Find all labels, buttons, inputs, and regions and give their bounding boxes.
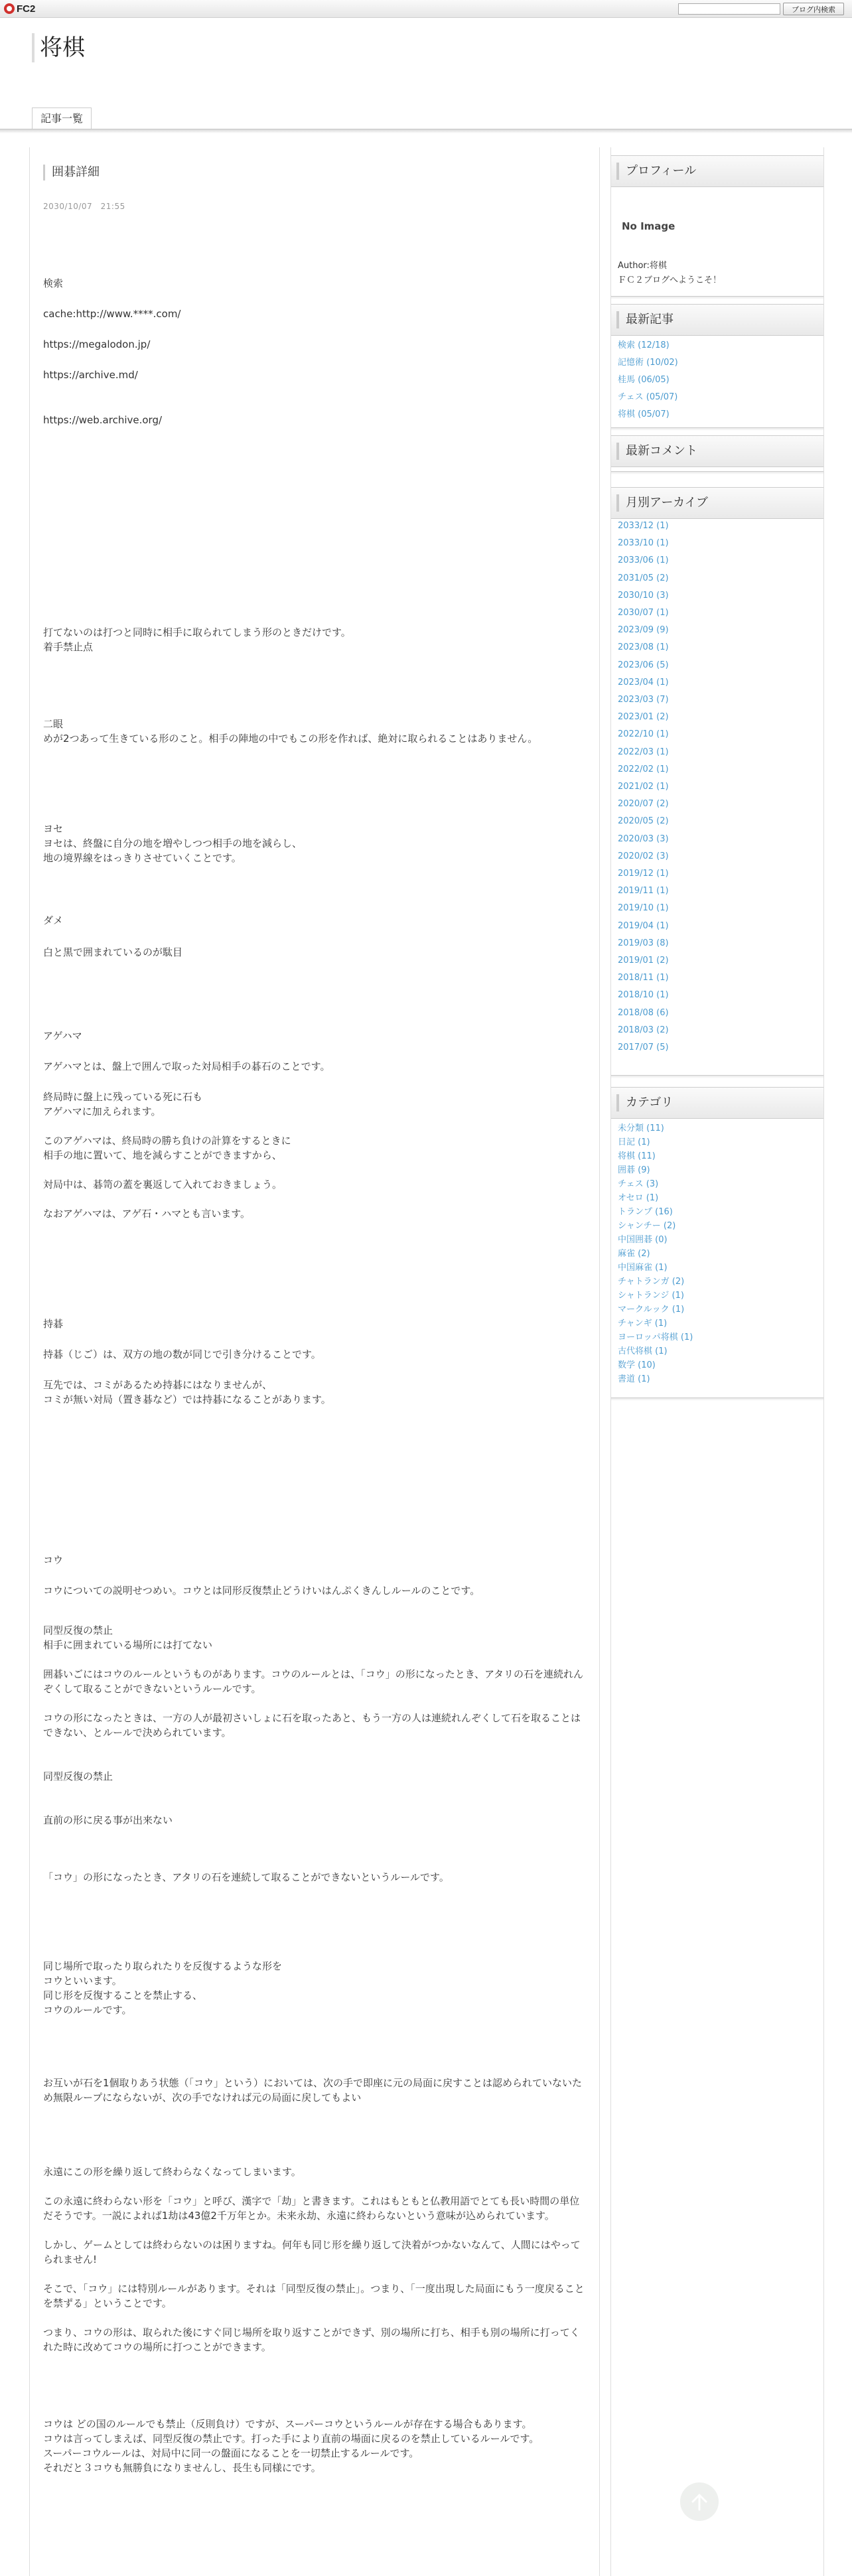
archive-month-link[interactable]: 2023/03 (7)	[618, 695, 669, 705]
entry-line: 直前の形に戻る事が出来ない	[43, 1814, 173, 1826]
archive-month-link[interactable]: 2033/10 (1)	[618, 538, 669, 548]
archive-month-link[interactable]: 2022/02 (1)	[618, 764, 669, 774]
blog-search-input[interactable]	[678, 3, 780, 15]
entry-line: めが2つあって生きている形のこと。相手の陣地の中でもこの形を作れば、絶対に取られることはありません。	[43, 733, 538, 745]
archive-month-link[interactable]: 2030/07 (1)	[618, 608, 669, 618]
category-link[interactable]: 麻雀 (2)	[618, 1249, 650, 1259]
entry-line: 同じ形を反復することを禁止する、	[43, 1989, 203, 2001]
profile-author: Author:将棋	[618, 261, 667, 271]
header-divider	[0, 129, 852, 133]
entry-line: この永遠に終わらない形を「コウ」と呼び、漢字で「劫」と書きます。これはもともと仏教用語でとても長い時間の単位だそうです。一説によれば1劫は43億2千万年とか。未来永劫、永遠に終わらないという意味が込められています。	[43, 2195, 580, 2222]
fc2-toolbar	[0, 0, 852, 18]
entry-line: スーパーコウルールは、対局中に同一の盤面になることを一切禁止するルールです。	[43, 2447, 419, 2459]
category-link[interactable]: 中国麻雀 (1)	[618, 1263, 668, 1273]
entry-title[interactable]: 囲碁詳細	[43, 165, 100, 180]
archive-month-link[interactable]: 2019/10 (1)	[618, 903, 669, 913]
archive-heading-text: 月別アーカイブ	[616, 494, 708, 512]
category-link[interactable]: 将棋 (11)	[618, 1151, 656, 1161]
archive-month-link[interactable]: 2023/04 (1)	[618, 678, 669, 687]
category-link[interactable]: 日記 (1)	[618, 1137, 650, 1147]
entry-line: それだと３コウも無勝負になりませんし、長生も同様にです。	[43, 2462, 321, 2474]
entry-line: アゲハマに加えられます。	[43, 1106, 161, 1117]
category-link[interactable]: チャンギ (1)	[618, 1319, 668, 1328]
entry-line: https://archive.md/	[43, 369, 138, 381]
entry-line: コウ	[43, 1554, 64, 1566]
profile-heading-text: プロフィール	[616, 163, 696, 180]
entry-line: ヨセは、終盤に自分の地を増やしつつ相手の地を減らし、	[43, 837, 303, 849]
archive-month-link[interactable]: 2019/11 (1)	[618, 886, 669, 896]
archive-month-link[interactable]: 2019/01 (2)	[618, 956, 669, 966]
entry-line: アゲハマ	[43, 1030, 82, 1042]
profile-footer	[611, 296, 823, 299]
site-title[interactable]	[32, 33, 85, 62]
category-footer	[611, 1397, 823, 1401]
recent-entries-heading	[611, 304, 823, 336]
category-link[interactable]: 囲碁 (9)	[618, 1165, 650, 1175]
archive-month-link[interactable]: 2033/12 (1)	[618, 521, 669, 531]
entry-line: ダメ	[43, 914, 64, 926]
profile-no-image: No Image	[622, 220, 675, 232]
entry-line: しかし、ゲームとしては終わらないのは困りますね。何年も同じ形を繰り返して決着がつかないなんて、人間にはやってられません!	[43, 2239, 581, 2265]
category-link[interactable]: 未分類 (11)	[618, 1123, 664, 1133]
archive-month-link[interactable]: 2019/03 (8)	[618, 938, 669, 948]
archive-month-link[interactable]: 2023/06 (5)	[618, 660, 669, 670]
entry-line: コウは どの国のルールでも禁止（反則負け）ですが、スーパーコウというルールが存在する場合もあります。	[43, 2418, 532, 2430]
recent-entry-link[interactable]: チェス (05/07)	[618, 392, 678, 402]
blog-search-button[interactable]: ブログ内検索	[783, 3, 844, 15]
archive-month-link[interactable]: 2018/03 (2)	[618, 1025, 669, 1035]
site-title-text[interactable]: 将棋	[40, 35, 85, 61]
entry-line: 対局中は、碁笥の蓋を裏返して入れておきましょう。	[43, 1179, 283, 1190]
recent-entry-link[interactable]: 桂馬 (06/05)	[618, 375, 670, 385]
entry-line: https://web.archive.org/	[43, 414, 163, 426]
archive-month-link[interactable]: 2020/05 (2)	[618, 816, 669, 826]
profile-greeting: ＦＣ２ブログへようこそ！	[618, 275, 722, 285]
page-top-button[interactable]	[680, 2482, 719, 2521]
archive-month-link[interactable]: 2030/10 (3)	[618, 591, 669, 601]
archive-month-link[interactable]: 2019/04 (1)	[618, 921, 669, 931]
recent-entry-link[interactable]: 将棋 (05/07)	[618, 409, 670, 419]
archive-month-link[interactable]: 2020/02 (3)	[618, 851, 669, 861]
category-link[interactable]: チェス (3)	[618, 1179, 659, 1189]
category-link[interactable]: 古代将棋 (1)	[618, 1346, 668, 1356]
archive-heading	[611, 487, 823, 519]
entry-line: コウといいます。	[43, 1975, 122, 1987]
category-link[interactable]: 中国囲碁 (0)	[618, 1235, 668, 1245]
category-link[interactable]: マークルック (1)	[618, 1305, 685, 1315]
category-link[interactable]: 数学 (10)	[618, 1360, 656, 1370]
recent-entries-footer	[611, 427, 823, 431]
entry-line: ヨセ	[43, 823, 64, 835]
fc2-logo-text: FC2	[17, 3, 36, 15]
archive-month-link[interactable]: 2022/10 (1)	[618, 729, 669, 739]
entry-line: 持碁	[43, 1318, 64, 1330]
entry-line: 地の境界線をはっきりさせていくことです。	[43, 852, 242, 864]
arrow-up-icon	[689, 2492, 709, 2512]
archive-month-link[interactable]: 2018/08 (6)	[618, 1008, 669, 1018]
archive-month-link[interactable]: 2020/03 (3)	[618, 834, 669, 844]
archive-month-link[interactable]: 2018/10 (1)	[618, 990, 669, 1000]
archive-month-link[interactable]: 2017/07 (5)	[618, 1042, 669, 1052]
category-link[interactable]: チャトランガ (2)	[618, 1277, 685, 1287]
main-column	[29, 147, 600, 2576]
recent-comments-heading	[611, 435, 823, 467]
entry-line: お互いが石を1個取りあう状態（「コウ」という）においては、次の手で即座に元の局面に戻すことは認められていないため無限ループにならないが、次の手でなければ元の局面に戻してもよい	[43, 2077, 583, 2104]
category-link[interactable]: トランプ (16)	[618, 1207, 673, 1217]
entry-line: 相手に囲まれている場所には打てない	[43, 1639, 213, 1651]
recent-comments-footer	[611, 471, 823, 474]
entry-line: 持碁（じご）は、双方の地の数が同じで引き分けることです。	[43, 1348, 321, 1360]
entry-line: https://megalodon.jp/	[43, 338, 151, 350]
entry-line: 着手禁止点	[43, 641, 94, 653]
category-link[interactable]: 書道 (1)	[618, 1374, 650, 1384]
nav-entry-list[interactable]: 記事一覧	[32, 107, 92, 129]
entry-line: 相手の地に置いて、地を減らすことができますから、	[43, 1149, 282, 1161]
archive-month-link[interactable]: 2022/03 (1)	[618, 747, 669, 757]
entry-line: 同型反復の禁止	[43, 1770, 113, 1782]
archive-footer	[611, 1075, 823, 1078]
sidebar	[610, 147, 824, 2576]
archive-month-link[interactable]: 2031/05 (2)	[618, 573, 669, 583]
archive-month-link[interactable]: 2023/08 (1)	[618, 642, 669, 652]
entry-line: 同じ場所で取ったり取られたりを反復するような形を	[43, 1960, 283, 1972]
category-heading-text: カテゴリ	[616, 1094, 673, 1111]
archive-month-link[interactable]: 2023/09 (9)	[618, 625, 669, 635]
entry-line: 検索	[43, 277, 64, 289]
category-link[interactable]: シャトランジ (1)	[618, 1291, 684, 1301]
entry-line: 同型反復の禁止	[43, 1624, 113, 1636]
archive-month-link[interactable]: 2019/12 (1)	[618, 869, 669, 879]
archive-month-link[interactable]: 2033/06 (1)	[618, 555, 669, 565]
category-heading	[611, 1087, 823, 1119]
entry-line: なおアゲハマは、アゲ石・ハマとも言います。	[43, 1208, 251, 1220]
entry-line: 打てないのは打つと同時に相手に取られてしまう形のときだけです。	[43, 626, 351, 638]
recent-entries-heading-text: 最新記事	[616, 311, 674, 328]
entry-line: コウは言ってしまえば、同型反復の禁止です。打った手により直前の場面に戻るのを禁止しているルールです。	[43, 2433, 539, 2445]
archive-month-link[interactable]: 2023/01 (2)	[618, 712, 669, 722]
recent-entry-link[interactable]: 検索 (12/18)	[618, 340, 670, 350]
entry-line: cache:http://www.****.com/	[43, 308, 181, 320]
archive-month-link[interactable]: 2018/11 (1)	[618, 973, 669, 983]
category-link[interactable]: シャンチー (2)	[618, 1221, 676, 1231]
fc2-logo-icon	[4, 3, 15, 14]
fc2-logo[interactable]	[4, 2, 35, 15]
profile-heading	[611, 155, 823, 187]
entry-line: このアゲハマは、終局時の勝ち負けの計算をするときに	[43, 1135, 291, 1147]
entry-line: つまり、コウの形は、取られた後にすぐ同じ場所を取り返すことができず、別の場所に打ち、相手も別の場所に打ってくれた時に改めてコウの場所に打つことができます。	[43, 2326, 580, 2353]
entry-line: 二眼	[43, 718, 64, 730]
entry-line: 白と黒で囲まれているのが駄目	[43, 946, 183, 958]
entry-line: 囲碁いごにはコウのルールというものがあります。コウのルールとは、「コウ」の形になったとき、アタリの石を連続れんぞくして取ることができないというルールです。	[43, 1668, 584, 1695]
recent-entry-link[interactable]: 記憶術 (10/02)	[618, 358, 678, 368]
archive-month-link[interactable]: 2020/07 (2)	[618, 799, 669, 809]
entry-line: 永遠にこの形を繰り返して終わらなくなってしまいます。	[43, 2166, 301, 2178]
entry-line: コウの形になったときは、一方の人が最初さいしょに石を取ったあと、もう一方の人は連続れんぞくして石を取ることはできない、とルールで決められています。	[43, 1712, 581, 1739]
entry-line: コウのルールです。	[43, 2004, 132, 2016]
entry-line: 終局時に盤上に残っている死に石も	[43, 1091, 203, 1103]
entry-line: コミが無い対局（置き碁など）では持碁になることがあります。	[43, 1394, 331, 1405]
entry-line: 互先では、コミがあるため持碁にはなりませんが、	[43, 1379, 273, 1391]
entry-line: そこで、「コウ」には特別ルールがあります。それは「同型反復の禁止」。つまり、「一度出現した局面にもう一度戻ることを禁ずる」ということです。	[43, 2283, 585, 2309]
archive-month-link[interactable]: 2021/02 (1)	[618, 782, 669, 792]
entry-date: 2030/10/07 21:55	[43, 202, 125, 211]
category-link[interactable]: オセロ (1)	[618, 1193, 659, 1203]
entry-line: アゲハマとは、盤上で囲んで取った対局相手の碁石のことです。	[43, 1060, 330, 1072]
entry-line: 「コウ」の形になったとき、アタリの石を連続して取ることができないというルールです。	[43, 1871, 449, 1883]
entry-line: コウについての説明せつめい。コウとは同形反復禁止どうけいはんぷくきんしルールのことです。	[43, 1585, 480, 1597]
category-link[interactable]: ヨーロッパ将棋 (1)	[618, 1332, 693, 1342]
recent-comments-heading-text: 最新コメント	[616, 443, 697, 460]
